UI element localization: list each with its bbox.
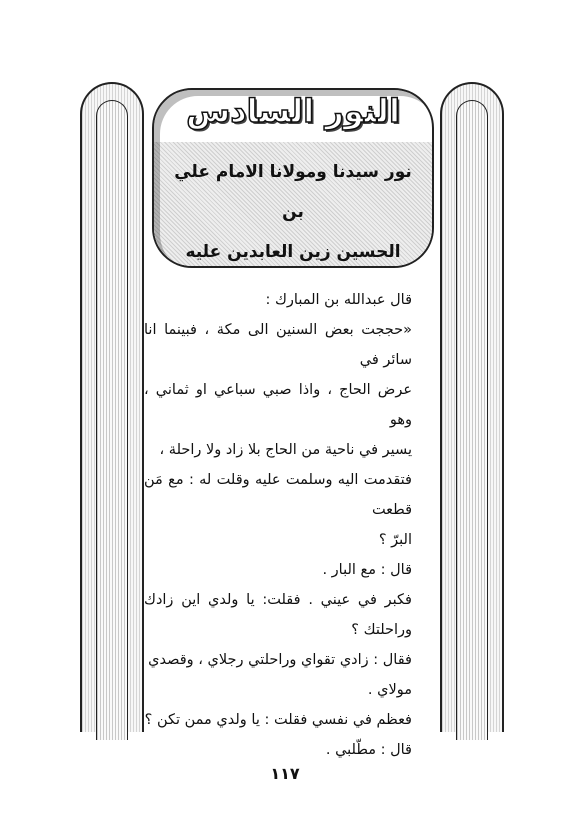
body-line: قال عبدالله بن المبارك : bbox=[265, 292, 412, 308]
subtitle-line-2: الحسين زين العابدين عليه bbox=[185, 242, 401, 262]
right-pillar-inner bbox=[456, 100, 488, 740]
body-line: «حججت بعض السنين الى مكة ، فبينما انا سائر في bbox=[144, 322, 412, 368]
body-line: قال : مطّلبي . bbox=[325, 742, 412, 758]
left-pillar-inner bbox=[96, 100, 128, 740]
body-line: مولاي . bbox=[367, 682, 412, 698]
body-line: عرض الحاج ، واذا صبي سباعي او ثماني ، وهو bbox=[144, 382, 412, 428]
right-pillar-ornament bbox=[440, 82, 504, 732]
body-line: فقال : زادي تقواي وراحلتي رجلاي ، وقصدي bbox=[148, 652, 412, 668]
chapter-title: النور السادس bbox=[186, 92, 400, 130]
body-line: فتقدمت اليه وسلمت عليه وقلت له : مع مَن قطعت bbox=[144, 472, 412, 518]
chapter-subtitle bbox=[170, 152, 416, 268]
body-line: يسير في ناحية من الحاج بلا زاد ولا راحلة ، bbox=[159, 442, 412, 458]
body-line: البرّ ؟ bbox=[378, 532, 412, 548]
subtitle-line-1: نور سيدنا ومولانا الامام علي بن bbox=[174, 162, 412, 222]
body-line: قال : مع البار . bbox=[322, 562, 412, 578]
body-text bbox=[144, 285, 412, 765]
chapter-title-box bbox=[152, 88, 434, 268]
page-number: ١١٧ bbox=[270, 764, 300, 783]
body-line: فعظم في نفسي فقلت : يا ولدي ممن تكن ؟ bbox=[144, 712, 412, 728]
left-pillar-ornament bbox=[80, 82, 144, 732]
body-line: فكبر في عيني . فقلت: يا ولدي اين زادك وراحلتك ؟ bbox=[144, 592, 412, 638]
